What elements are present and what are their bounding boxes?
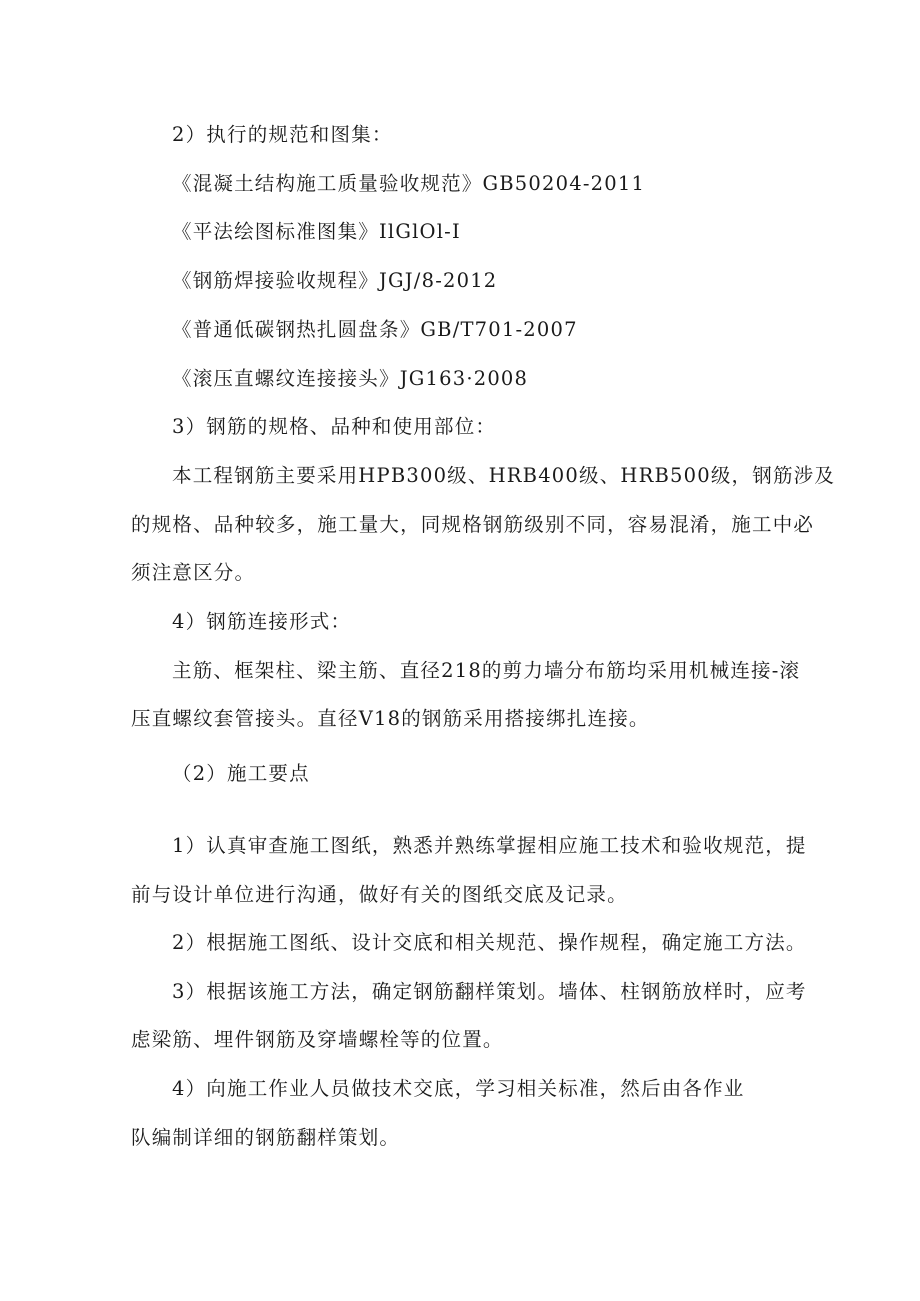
standard-item: 《滚压直螺纹连接接头》JG163·2008 (172, 367, 529, 390)
point-line: 2）根据施工图纸、设计交底和相关规范、操作规程，确定施工方法。 (172, 931, 807, 954)
point-line: 4）向施工作业人员做技术交底，学习相关标准，然后由各作业 (172, 1077, 745, 1100)
item3-body-line: 的规格、品种较多，施工量大，同规格钢筋级别不同，容易混淆，施工中必 (131, 513, 815, 536)
item3-body-line: 须注意区分。 (131, 561, 256, 584)
standard-item: 《混凝土结构施工质量验收规范》GB50204-2011 (172, 172, 646, 195)
point-line: 3）根据该施工方法，确定钢筋翻样策划。墙体、柱钢筋放样时，应考 (172, 980, 807, 1003)
section-heading: （2）施工要点 (172, 762, 310, 785)
item3-body-line: 本工程钢筋主要采用HPB300级、HRB400级、HRB500级，钢筋涉及 (172, 464, 836, 487)
standard-item: 《平法绘图标准图集》IlGlOl-I (172, 220, 461, 243)
item4-body-line: 压直螺纹套管接头。直径V18的钢筋采用搭接绑扎连接。 (131, 707, 650, 730)
standard-item: 《普通低碳钢热扎圆盘条》GB/T701-2007 (172, 318, 578, 341)
point-line: 1）认真审查施工图纸，熟悉并熟练掌握相应施工技术和验收规范，提 (172, 834, 807, 857)
item4-body-line: 主筋、框架柱、梁主筋、直径218的剪力墙分布筋均采用机械连接-滚 (172, 659, 801, 682)
item2-heading: 2）执行的规范和图集： (172, 123, 393, 146)
point-line: 队编制详细的钢筋翻样策划。 (131, 1126, 401, 1149)
standard-item: 《钢筋焊接验收规程》JGJ/8-2012 (172, 269, 498, 292)
item4-heading: 4）钢筋连接形式： (172, 610, 352, 633)
item3-heading: 3）钢筋的规格、品种和使用部位： (172, 415, 497, 438)
point-line: 虑梁筋、埋件钢筋及穿墙螺栓等的位置。 (131, 1028, 504, 1051)
point-line: 前与设计单位进行沟通，做好有关的图纸交底及记录。 (131, 883, 628, 906)
